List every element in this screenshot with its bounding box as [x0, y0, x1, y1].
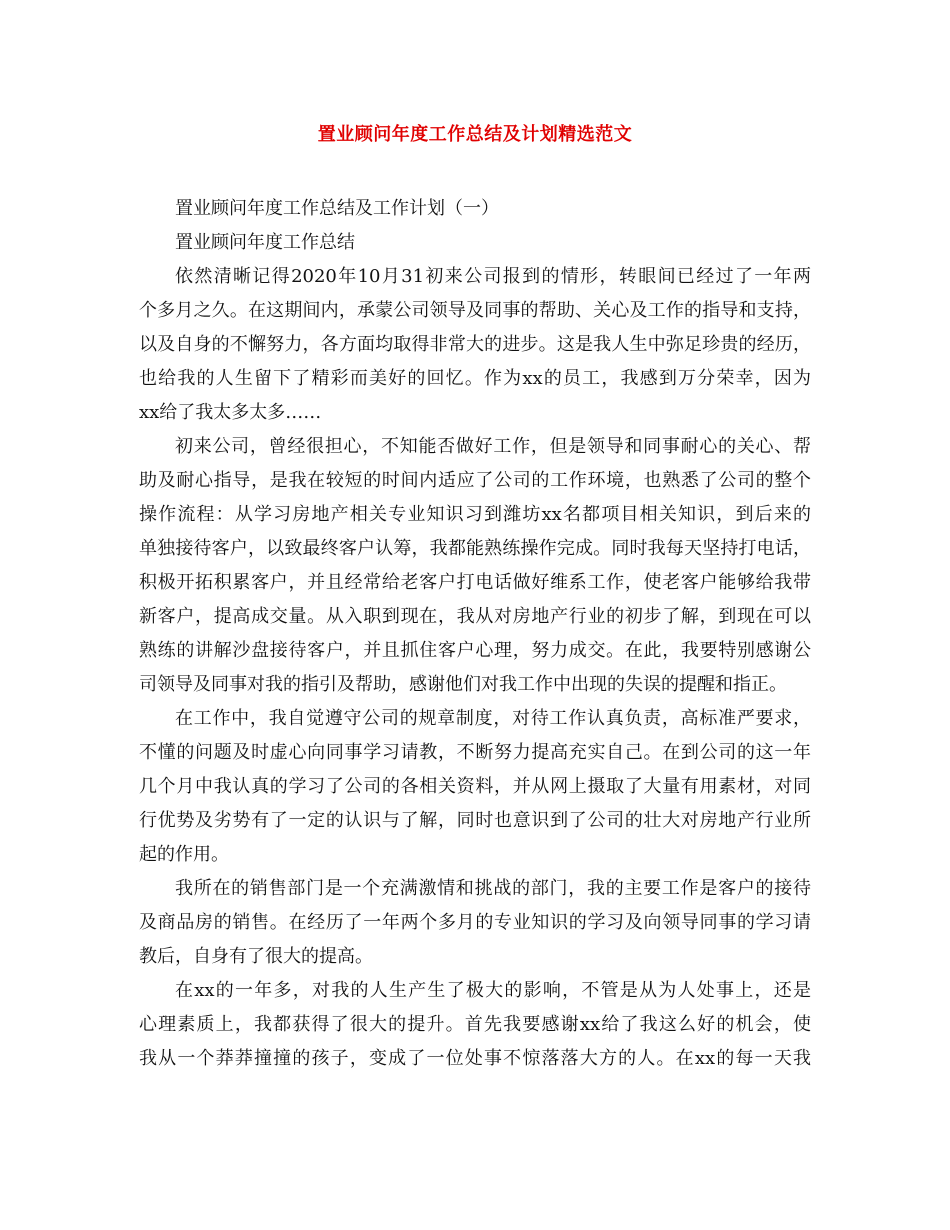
- body-line: 司领导及同事对我的指引及帮助，感谢他们对我工作中出现的失误的提醒和指正。: [139, 674, 787, 695]
- body-line: 操作流程：从学习房地产相关专业知识习到潍坊xx名都项目相关知识，到后来的: [139, 504, 811, 525]
- body-line: 不懂的问题及时虚心向同事学习请教，不断努力提高充实自己。在到公司的这一年: [139, 742, 811, 763]
- body-line: 个多月之久。在这期间内，承蒙公司领导及同事的帮助、关心及工作的指导和支持，: [139, 300, 811, 321]
- body-line: 熟练的讲解沙盘接待客户，并且抓住客户心理，努力成交。在此，我要特别感谢公: [139, 640, 811, 661]
- body-line: 教后，自身有了很大的提高。: [139, 946, 373, 967]
- body-line: 在工作中，我自觉遵守公司的规章制度，对待工作认真负责，高标准严要求，: [175, 708, 811, 729]
- body-line: 置业顾问年度工作总结及工作计划（一）: [175, 198, 499, 219]
- body-line: 积极开拓积累客户，并且经常给老客户打电话做好维系工作，使老客户能够给我带: [139, 572, 811, 593]
- document-body: [139, 192, 811, 1076]
- body-line: 新客户，提高成交量。从入职到现在，我从对房地产行业的初步了解，到现在可以: [139, 606, 811, 627]
- body-line: 单独接待客户，以致最终客户认筹，我都能熟练操作完成。同时我每天坚持打电话，: [139, 538, 811, 559]
- document-title: 置业顾问年度工作总结及计划精选范文: [317, 124, 633, 145]
- body-line: 以及自身的不懈努力，各方面均取得非常大的进步。这是我人生中弥足珍贵的经历，: [139, 334, 811, 355]
- body-line: 我所在的销售部门是一个充满激情和挑战的部门，我的主要工作是客户的接待: [175, 878, 811, 899]
- body-line: 在xx的一年多，对我的人生产生了极大的影响，不管是从为人处事上，还是: [175, 980, 811, 1001]
- body-line: 置业顾问年度工作总结: [175, 232, 355, 253]
- body-line: 我从一个莽莽撞撞的孩子，变成了一位处事不惊落落大方的人。在xx的每一天我: [139, 1048, 811, 1069]
- body-line: 行优势及劣势有了一定的认识与了解，同时也意识到了公司的壮大对房地产行业所: [139, 810, 811, 831]
- body-line: 依然清晰记得2020年10月31初来公司报到的情形，转眼间已经过了一年两: [175, 266, 811, 287]
- body-line: 初来公司，曾经很担心，不知能否做好工作，但是领导和同事耐心的关心、帮: [175, 436, 811, 457]
- body-line: 起的作用。: [139, 844, 229, 865]
- body-line: 几个月中我认真的学习了公司的各相关资料，并从网上摄取了大量有用素材，对同: [139, 776, 811, 797]
- body-line: 心理素质上，我都获得了很大的提升。首先我要感谢xx给了我这么好的机会，使: [139, 1014, 811, 1035]
- body-line: 助及耐心指导，是我在较短的时间内适应了公司的工作环境，也熟悉了公司的整个: [139, 470, 811, 491]
- body-line: 也给我的人生留下了精彩而美好的回忆。作为xx的员工，我感到万分荣幸，因为: [139, 368, 811, 389]
- body-line: 及商品房的销售。在经历了一年两个多月的专业知识的学习及向领导同事的学习请: [139, 912, 811, 933]
- body-line: xx给了我太多太多……: [139, 402, 322, 423]
